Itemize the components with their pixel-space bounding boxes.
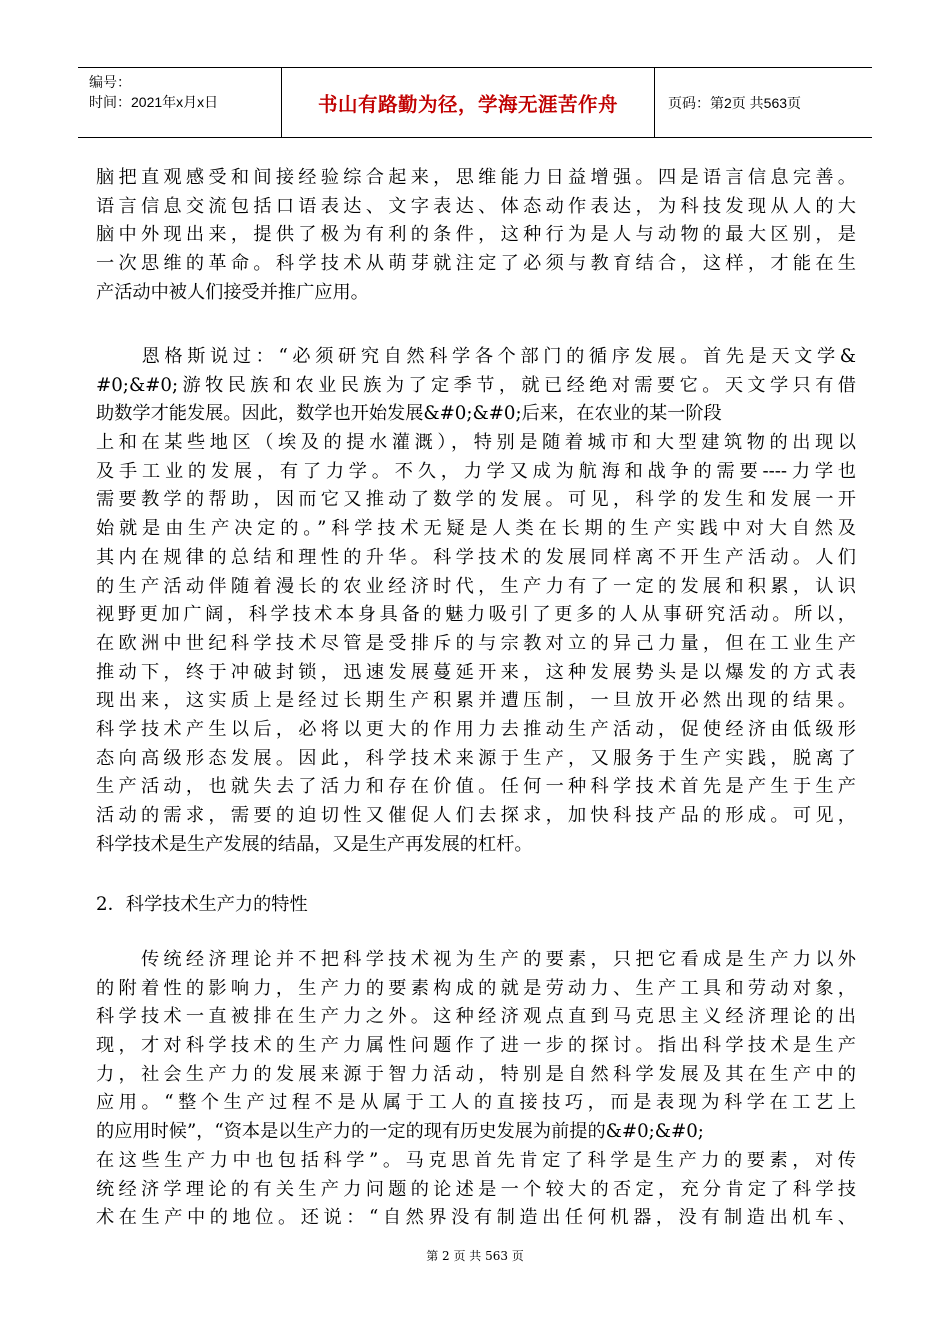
text-line: 现出来，这实质上是经过长期生产积累并遭压制，一旦放开必然出现的结果。	[96, 690, 856, 712]
section-heading	[96, 891, 856, 920]
text-line: 助数学才能发展。因此，数学也开始发展&#0;&#0;后来，在农业的某一阶段	[96, 403, 722, 425]
text-line: 的生产活动伴随着漫长的农业经济时代，生产力有了一定的发展和积累，认识	[96, 575, 856, 597]
text-line: 语言信息交流包括口语表达、文字表达、体态动作表达，为科技发现从人的大	[96, 195, 856, 217]
text-line: 的应用时候”，“资本是以生产力的一定的现有历史发展为前提的&#0;&#0;	[96, 1121, 704, 1143]
paragraph-1	[96, 164, 856, 307]
text-line: 应用。“整个生产过程不是从属于工人的直接技巧，而是表现为科学在工艺上	[96, 1092, 856, 1114]
text-line: 现，才对科学技术的生产力属性问题作了进一步的探讨。指出科学技术是生产	[96, 1035, 856, 1057]
page-footer	[0, 1247, 950, 1264]
text-line: 需要教学的帮助，因而它又推动了数学的发展。可见，科学的发生和发展一开	[96, 489, 856, 511]
text-line: 力，社会生产力的发展来源于智力活动，特别是自然科学发展及其在生产中的	[96, 1063, 856, 1085]
document-number-label: 编号：	[89, 74, 131, 90]
text-line: 传统经济理论并不把科学技术视为生产的要素，只把它看成是生产力以外	[96, 949, 856, 970]
text-line: 术在生产中的地位。还说：“自然界没有制造出任何机器，没有制造出机车、	[96, 1207, 856, 1229]
text-line: #0;&#0;游牧民族和农业民族为了定季节，就已经绝对需要它。天文学只有借	[96, 374, 856, 396]
paragraph-2	[96, 343, 856, 859]
text-line: 科学技术是生产发展的结晶，又是生产再发展的杠杆。	[96, 833, 533, 855]
text-line: 科学技术产生以后，必将以更大的作用力去推动生产活动，促使经济由低级形	[96, 718, 856, 740]
text-line: 脑中外现出来，提供了极为有利的条件，这种行为是人与动物的最大区别，是	[96, 224, 856, 246]
text-line: 始就是由生产决定的。”科学技术无疑是人类在长期的生产实践中对大自然及	[96, 518, 856, 540]
header-meta	[78, 68, 281, 137]
text-line: 生产活动，也就失去了活力和存在价值。任何一种科学技术首先是产生于生产	[96, 776, 856, 798]
header-motto: 书山有路勤为径，学海无涯苦作舟	[317, 92, 618, 116]
text-line: 其内在规律的总结和理性的升华。科学技术的发展同样离不开生产活动。人们	[96, 546, 856, 568]
text-line: 产活动中被人们接受并推广应用。	[96, 281, 369, 303]
text-line: 在这些生产力中也包括科学”。马克思首先肯定了科学是生产力的要素，对传	[96, 1149, 856, 1171]
text-line: 及手工业的发展，有了力学。不久，力学又成为航海和战争的需要----力学也	[96, 460, 856, 482]
text-line: 在欧洲中世纪科学技术尽管是受排斥的与宗教对立的异己力量，但在工业生产	[96, 632, 856, 654]
text-line: 统经济学理论的有关生产力问题的论述是一个较大的否定，充分肯定了科学技	[96, 1178, 856, 1200]
text-line: 的附着性的影响力，生产力的要素构成的就是劳动力、生产工具和劳动对象，	[96, 977, 856, 999]
text-line: 上和在某些地区（埃及的提水灌溉），特别是随着城市和大型建筑物的出现以	[96, 432, 856, 454]
text-line: 恩格斯说过：“必须研究自然科学各个部门的循序发展。首先是天文学&	[96, 346, 856, 367]
footer-page-number: 第 2 页 共 563 页	[426, 1249, 524, 1263]
section-heading-text: 2．科学技术生产力的特性	[96, 894, 308, 915]
text-line: 视野更加广阔，科学技术本身具备的魅力吸引了更多的人从事研究活动。所以，	[96, 604, 856, 626]
header-page-info: 页码：第2页 共563页	[668, 94, 802, 111]
document-date: 时间：2021年x月x日	[89, 94, 219, 110]
text-line: 推动下，终于冲破封锁，迅速发展蔓延开来，这种发展势头是以爆发的方式表	[96, 661, 856, 683]
header-page-cell	[655, 68, 872, 137]
text-line: 活动的需求，需要的迫切性又催促人们去探求，加快科技产品的形成。可见，	[96, 805, 856, 826]
page-header	[78, 67, 872, 138]
text-line: 态向高级形态发展。因此，科学技术来源于生产，又服务于生产实践，脱离了	[96, 747, 856, 769]
header-motto-cell	[281, 68, 655, 137]
text-line: 一次思维的革命。科学技术从萌芽就注定了必须与教育结合，这样，才能在生	[96, 253, 856, 275]
paragraph-3	[96, 946, 856, 1233]
text-line: 科学技术一直被排在生产力之外。这种经济观点直到马克思主义经济理论的出	[96, 1006, 856, 1028]
text-line: 脑把直观感受和间接经验综合起来，思维能力日益增强。四是语言信息完善。	[96, 167, 856, 188]
